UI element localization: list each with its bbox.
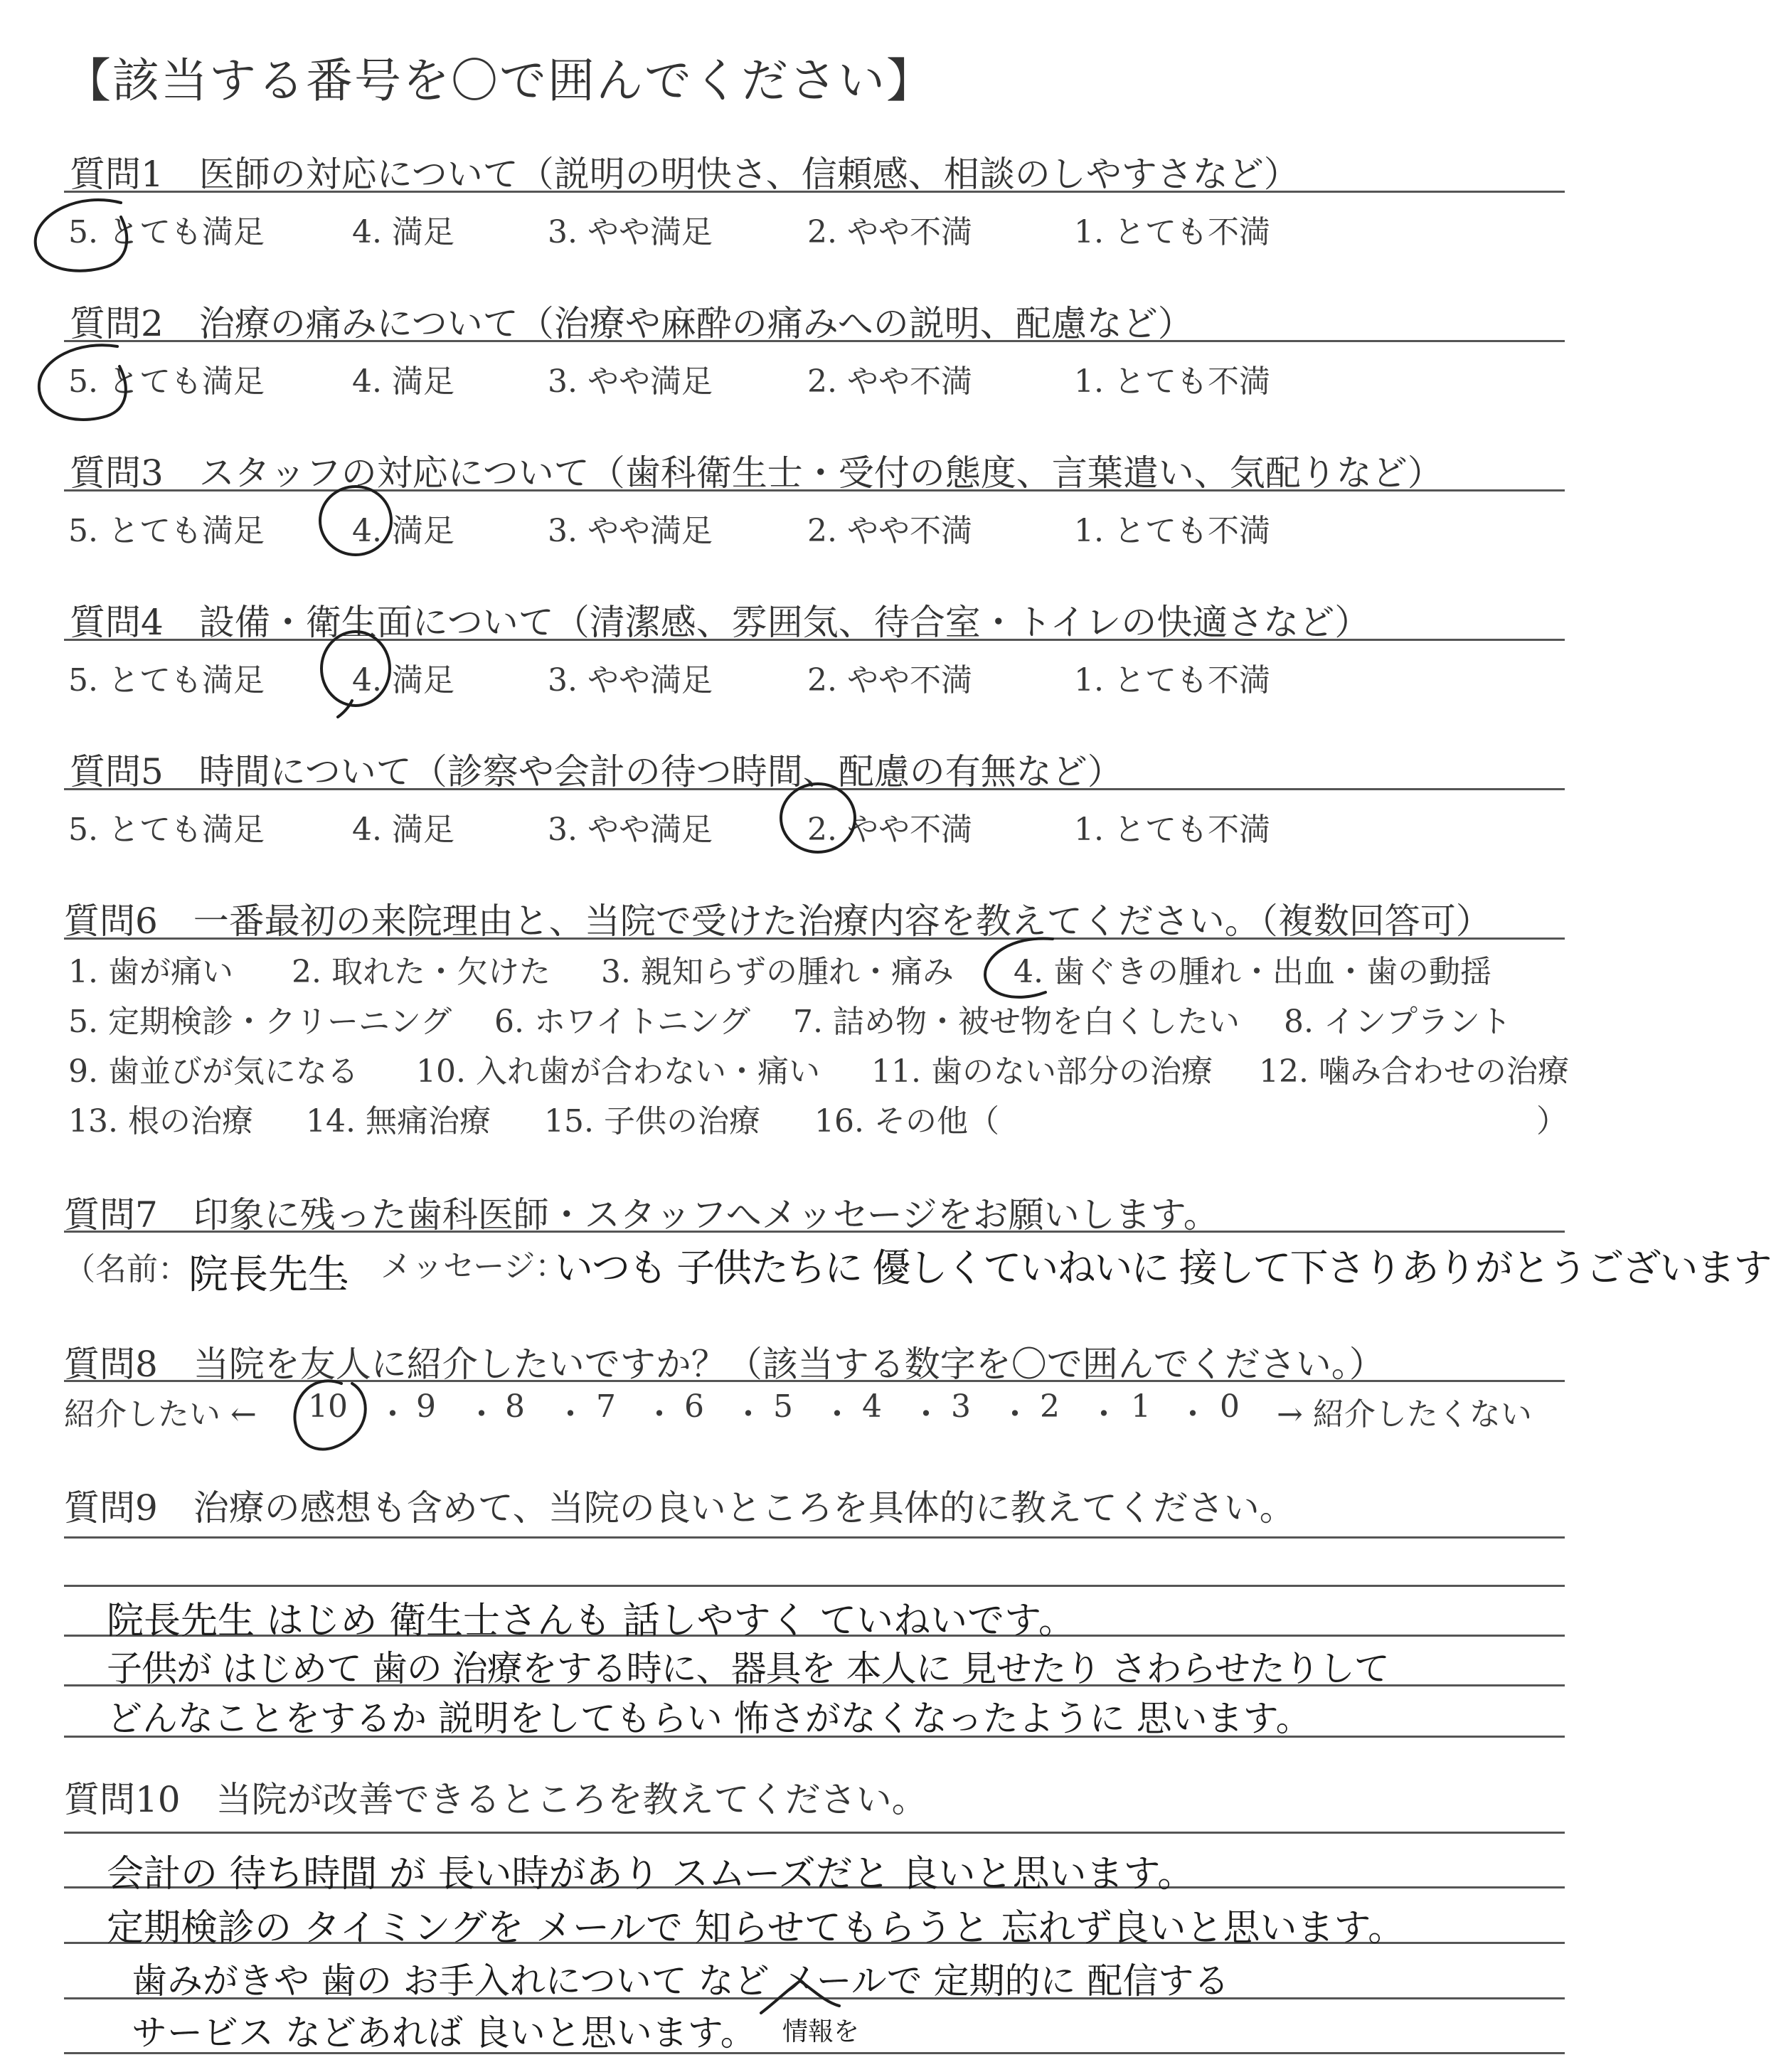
question-6-rule: [64, 937, 1565, 940]
q1-option-1[interactable]: 1. とても不満: [1074, 214, 1270, 250]
q6-option-8[interactable]: 8. インプラント: [1284, 1004, 1511, 1040]
q9-line-1: [64, 1536, 1565, 1539]
form-header: 【該当する番号を〇で囲んでください】: [64, 53, 935, 108]
q8-scale-2[interactable]: 2: [1040, 1388, 1060, 1425]
q8-scale-5[interactable]: 5: [773, 1388, 793, 1425]
q5-option-4[interactable]: 4. 満足: [352, 812, 454, 848]
q3-option-1[interactable]: 1. とても不満: [1074, 513, 1270, 549]
q9-answer-line-1[interactable]: 院長先生 はじめ 衛生士さんも 話しやすく ていねいです。: [107, 1600, 1075, 1642]
q4-option-5[interactable]: 5. とても満足: [68, 662, 265, 698]
q6-option-2[interactable]: 2. 取れた・欠けた: [292, 954, 551, 990]
question-1-rule: [64, 191, 1565, 193]
q4-option-4[interactable]: 4. 満足: [352, 662, 454, 698]
q8-scale-8[interactable]: 8: [505, 1388, 525, 1425]
q6-option-15[interactable]: 15. 子供の治療: [544, 1103, 760, 1139]
q6-option-4[interactable]: 4. 歯ぐきの腫れ・出血・歯の動揺: [1014, 954, 1491, 990]
q2-option-5[interactable]: 5. とても満足: [68, 363, 265, 400]
q5-option-1[interactable]: 1. とても不満: [1074, 812, 1270, 848]
question-7-title: 質問7 印象に残った歯科医師・スタッフへメッセージをお願いします。: [64, 1194, 1219, 1236]
q2-option-3[interactable]: 3. やや満足: [548, 363, 713, 400]
q8-scale-dot: ・: [733, 1396, 764, 1433]
question-6-title: 質問6 一番最初の来院理由と、当院で受けた治療内容を教えてください。（複数回答可）: [64, 900, 1491, 942]
q1-option-3[interactable]: 3. やや満足: [548, 214, 713, 250]
question-8-title: 質問8 当院を友人に紹介したいですか？（該当する数字を〇で囲んでください。）: [64, 1344, 1385, 1385]
q6-option-14[interactable]: 14. 無痛治療: [306, 1103, 491, 1139]
q10-answer-line-4[interactable]: サービス などあれば 良いと思います。: [132, 2012, 756, 2054]
q1-option-4[interactable]: 4. 満足: [352, 214, 454, 250]
q3-option-4[interactable]: 4. 満足: [352, 513, 454, 549]
q8-scale-dot: ・: [999, 1396, 1031, 1433]
q6-other-close-paren: ）: [1536, 1103, 1568, 1139]
q8-scale-0[interactable]: 0: [1220, 1388, 1240, 1425]
q7-message-label: メッセージ：: [381, 1248, 567, 1285]
q3-option-3[interactable]: 3. やや満足: [548, 513, 713, 549]
q10-answer-line-3[interactable]: 歯みがきや 歯の お手入れについて など メールで 定期的に 配信する: [132, 1960, 1230, 2002]
q8-left-label: 紹介したい ←: [64, 1396, 257, 1433]
q6-option-12[interactable]: 12. 噛み合わせの治療: [1259, 1053, 1569, 1090]
q10-answer-line-2[interactable]: 定期検診の タイミングを メールで 知らせてもらうと 忘れず良いと思います。: [107, 1907, 1405, 1950]
q9-line-2: [64, 1585, 1565, 1587]
q6-option-10[interactable]: 10. 入れ歯が合わない・痛い: [416, 1053, 820, 1090]
question-7-rule: [64, 1231, 1565, 1233]
q8-scale-6[interactable]: 6: [684, 1388, 704, 1425]
q8-scale-3[interactable]: 3: [951, 1388, 971, 1425]
q9-answer-line-2[interactable]: 子供が はじめて 歯の 治療をする時に、器具を 本人に 見せたり さわらせたりして: [107, 1648, 1389, 1689]
q7-name-label: （名前：: [64, 1251, 189, 1287]
q3-option-2[interactable]: 2. やや不満: [807, 513, 972, 549]
question-2-title: 質問2 治療の痛みについて（治療や麻酔の痛みへの説明、配慮など）: [70, 303, 1193, 344]
q8-scale-1[interactable]: 1: [1131, 1388, 1151, 1425]
q8-scale-7[interactable]: 7: [596, 1388, 616, 1425]
q8-scale-dot: ・: [821, 1396, 853, 1433]
q8-right-label: → 紹介したくない: [1277, 1396, 1532, 1433]
q6-option-16[interactable]: 16. その他（: [814, 1103, 999, 1139]
question-3-rule: [64, 489, 1565, 492]
q8-scale-dot: ・: [644, 1396, 675, 1433]
q1-option-5[interactable]: 5. とても満足: [68, 214, 265, 250]
q6-option-6[interactable]: 6. ホワイトニング: [494, 1004, 751, 1040]
q4-option-2[interactable]: 2. やや不満: [807, 662, 972, 698]
q9-answer-line-3[interactable]: どんなことをするか 説明をしてもらい 怖さがなくなったように 思います。: [107, 1698, 1312, 1739]
q2-option-4[interactable]: 4. 満足: [352, 363, 454, 400]
question-8-rule: [64, 1380, 1565, 1382]
q6-option-7[interactable]: 7. 詰め物・被せ物を白くしたい: [793, 1004, 1240, 1040]
question-3-title: 質問3 スタッフの対応について（歯科衛生士・受付の態度、言葉遣い、気配りなど）: [70, 452, 1443, 494]
q5-option-5[interactable]: 5. とても満足: [68, 812, 265, 848]
q8-scale-4[interactable]: 4: [862, 1388, 882, 1425]
q6-option-13[interactable]: 13. 根の治療: [68, 1103, 253, 1139]
q2-option-1[interactable]: 1. とても不満: [1074, 363, 1270, 400]
q2-option-2[interactable]: 2. やや不満: [807, 363, 972, 400]
question-4-rule: [64, 639, 1565, 641]
q7-message-value[interactable]: いつも 子供たちに 優しくていねいに 接して下さりありがとうございます: [555, 1245, 1771, 1290]
question-5-rule: [64, 788, 1565, 790]
q4-selection-tail: [338, 701, 352, 717]
q10-line-1: [64, 1832, 1565, 1834]
q6-option-9[interactable]: 9. 歯並びが気になる: [68, 1053, 358, 1090]
q6-option-1[interactable]: 1. 歯が痛い: [68, 954, 233, 990]
q8-scale-dot: ・: [377, 1396, 408, 1433]
q6-option-5[interactable]: 5. 定期検診・クリーニング: [68, 1004, 452, 1040]
q8-scale-9[interactable]: 9: [416, 1388, 436, 1425]
q8-scale-dot: ・: [555, 1396, 586, 1433]
q4-option-1[interactable]: 1. とても不満: [1074, 662, 1270, 698]
q8-scale-dot: ・: [466, 1396, 497, 1433]
q10-answer-line-1[interactable]: 会計の 待ち時間 が 長い時があり スムーズだと 良いと思います。: [107, 1853, 1195, 1896]
q1-option-2[interactable]: 2. やや不満: [807, 214, 972, 250]
q8-scale-dot: ・: [910, 1396, 942, 1433]
q8-scale-dot: ・: [1088, 1396, 1119, 1433]
q5-option-2[interactable]: 2. やや不満: [807, 812, 972, 848]
question-9-title: 質問9 治療の感想も含めて、当院の良いところを具体的に教えてください。: [64, 1487, 1295, 1529]
question-10-title: 質問10 当院が改善できるところを教えてください。: [64, 1779, 927, 1820]
q6-option-3[interactable]: 3. 親知らずの腫れ・痛み: [601, 954, 954, 990]
q8-scale-dot: ・: [1177, 1396, 1208, 1433]
question-2-rule: [64, 340, 1565, 342]
question-4-title: 質問4 設備・衛生面について（清潔感、雰囲気、待合室・トイレの快適さなど）: [70, 602, 1371, 643]
question-5-title: 質問5 時間について（診察や会計の待つ時間、配慮の有無など）: [70, 751, 1123, 792]
q3-option-5[interactable]: 5. とても満足: [68, 513, 265, 549]
q7-name-value[interactable]: 院長先生: [188, 1252, 348, 1298]
q8-scale-10[interactable]: 10: [308, 1388, 348, 1425]
q4-option-3[interactable]: 3. やや満足: [548, 662, 713, 698]
q6-option-11[interactable]: 11. 歯のない部分の治療: [871, 1053, 1213, 1090]
q5-option-3[interactable]: 3. やや満足: [548, 812, 713, 848]
q10-insertion-note: 情報を: [782, 2017, 860, 2046]
question-1-title: 質問1 医師の対応について（説明の明快さ、信頼感、相談のしやすさなど）: [70, 154, 1299, 195]
